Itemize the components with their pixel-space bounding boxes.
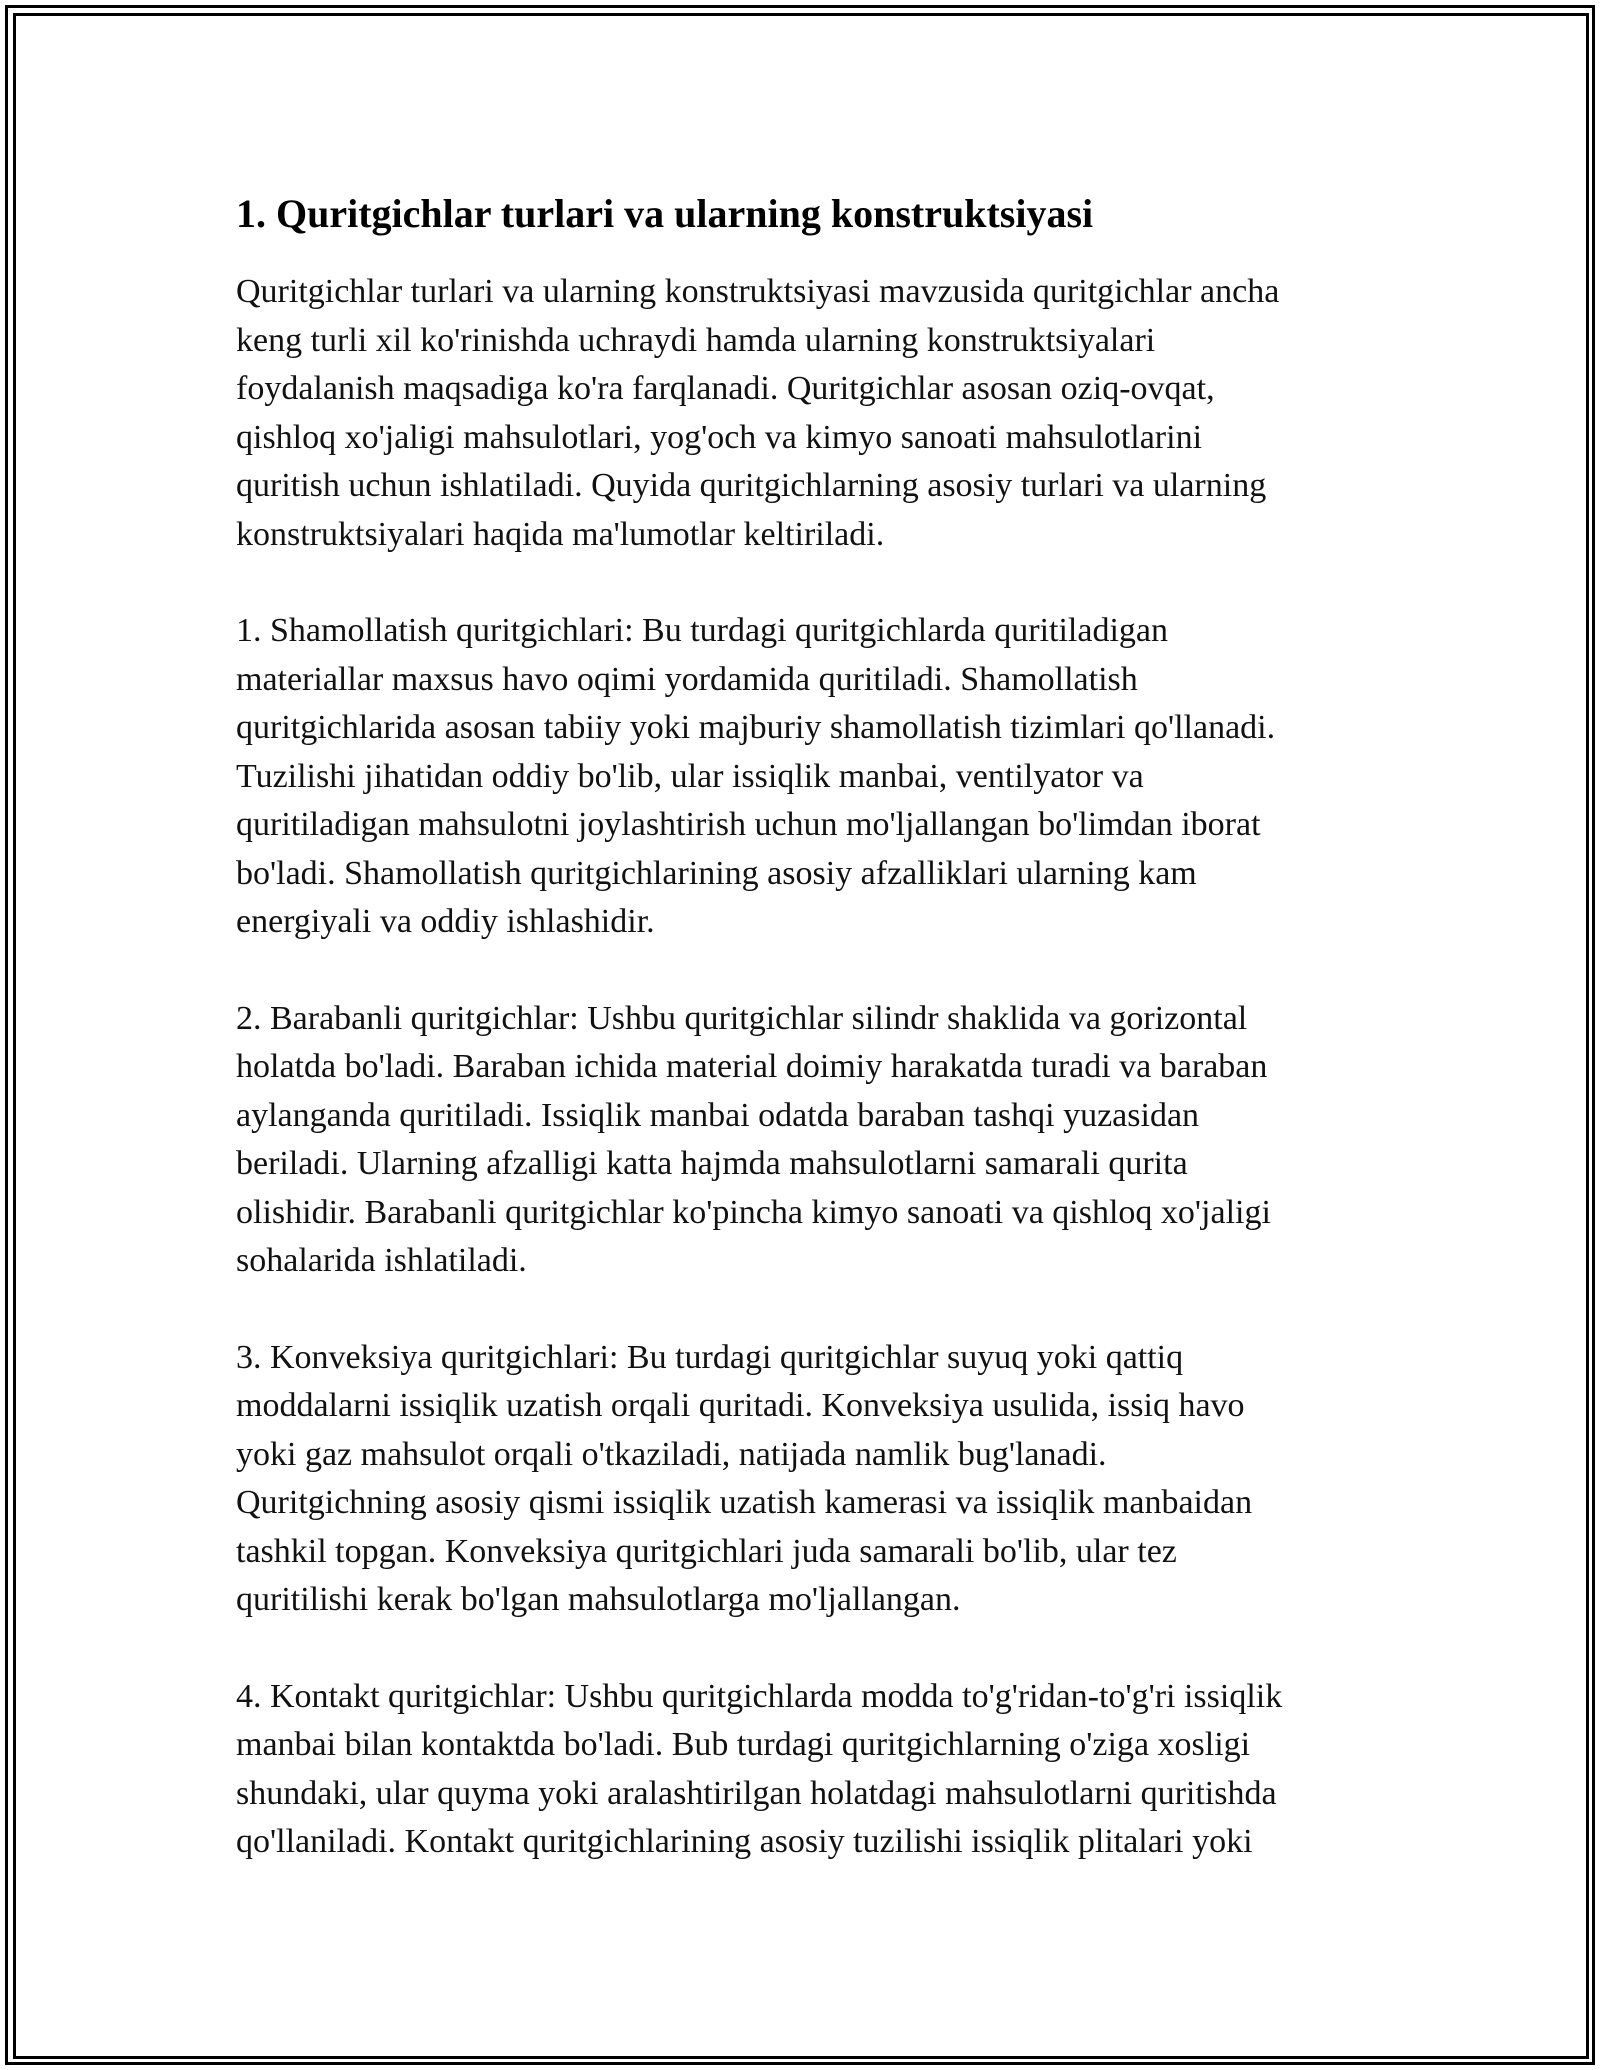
paragraph-shamollatish: 1. Shamollatish quritgichlari: Bu turdagi quritgichlarda quritiladigan materiallar maxsus havo oqimi yordamida quritiladi. Shamollatish quritgichlarida asosan tabiiy yoki majburiy shamollatish tizimlari qo'llanadi. Tuzilishi jihatidan oddiy bo'lib, ular issiqlik manbai, ventilyator va quritiladigan mahsulotni joylashtirish uchun mo'ljallangan bo'limdan iborat bo'ladi. Shamollatish quritgichlarining asosiy afzalliklari ularning kam energiyali va oddiy ishlashidir. xyxy=(236,612,1276,940)
intro-paragraph: Quritgichlar turlari va ularning konstruktsiyasi mavzusida quritgichlar ancha keng turli xil ko'rinishda uchraydi hamda ularning konstruktsiyalari foydalanish maqsadiga ko'ra farqlanadi. Quritgichlar asosan oziq-ovqat, qishloq xo'jaligi mahsulotlari, yog'och va kimyo sanoati mahsulotlarini quritish uchun ishlatiladi. Quyida quritgichlarning asosiy turlari va ularning konstruktsiyalari haqida ma'lumotlar keltiriladi. xyxy=(236,273,1280,553)
document-title: 1. Quritgichlar turlari va ularning konstruktsiyasi xyxy=(236,191,1094,236)
paragraph-konveksiya: 3. Konveksiya quritgichlari: Bu turdagi quritgichlar suyuq yoki qattiq moddalarni issiqlik uzatish orqali quritadi. Konveksiya usulida, issiq havo yoki gaz mahsulot orqali o'tkaziladi, natijada namlik bug'lanadi. Quritgichning asosiy qismi issiqlik uzatish kamerasi va issiqlik manbaidan tashkil topgan. Konveksiya quritgichlari juda samarali bo'lib, ular tez quritilishi kerak bo'lgan mahsulotlarga mo'ljallangan. xyxy=(236,1338,1253,1618)
paragraph-kontakt: 4. Kontakt quritgichlar: Ushbu quritgichlarda modda to'g'ridan-to'g'ri issiqlik manbai bilan kontaktda bo'ladi. Bub turdagi quritgichlarning o'ziga xosligi shundaki, ular quyma yoki aralashtirilgan holatdagi mahsulotlarni quritishda qo'llaniladi. Kontakt quritgichlarining asosiy tuzilishi issiqlik plitalari yoki xyxy=(236,1677,1283,1860)
paragraph-barabanli: 2. Barabanli quritgichlar: Ushbu quritgichlar silindr shaklida va gorizontal holatda bo'ladi. Baraban ichida material doimiy harakatda turadi va baraban aylanganda quritiladi. Issiqlik manbai odatda baraban tashqi yuzasidan beriladi. Ularning afzalligi katta hajmda mahsulotlarni samarali qurita olishidir. Barabanli quritgichlar ko'pincha kimyo sanoati va qishloq xo'jaligi sohalarida ishlatiladi. xyxy=(236,999,1271,1279)
document-page xyxy=(236,186,1386,1915)
